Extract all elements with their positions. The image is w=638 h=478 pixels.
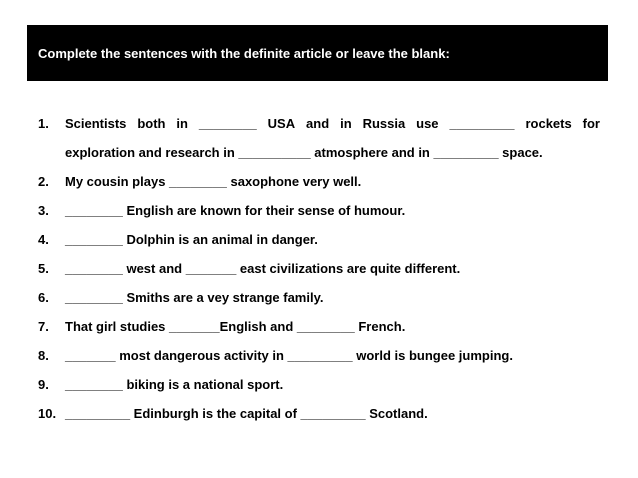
word: for xyxy=(582,116,600,131)
blank: ________ xyxy=(198,116,257,131)
sentence-text: ________ biking is a national sport. xyxy=(65,377,284,392)
sentence-8 xyxy=(38,341,600,370)
sentence-number: 9. xyxy=(38,377,49,392)
sentence-text: That girl studies _______English and ________ French. xyxy=(65,319,406,334)
sentence-number: 4. xyxy=(38,232,49,247)
sentence-number: 5. xyxy=(38,261,49,276)
sentence-1 xyxy=(38,109,600,167)
exercise-instructions: Complete the sentences with the definite article or leave the blank: xyxy=(38,45,450,61)
word: in xyxy=(340,116,352,131)
sentence-6 xyxy=(38,283,600,312)
sentence-text: ________ Smiths are a vey strange family. xyxy=(65,290,324,305)
sentence-number: 3. xyxy=(38,203,49,218)
header-bar xyxy=(27,25,608,81)
word: and xyxy=(306,116,330,131)
sentence-text: ________ west and _______ east civilizations are quite different. xyxy=(65,261,461,276)
sentence-number: 10. xyxy=(38,406,57,421)
sentence-text: _________ Edinburgh is the capital of _________ Scotland. xyxy=(65,406,428,421)
sentence-5 xyxy=(38,254,600,283)
sentence-text: ________ Dolphin is an animal in danger. xyxy=(65,232,318,247)
word: rockets xyxy=(525,116,572,131)
sentence-number: 1. xyxy=(38,116,49,131)
exercise-list xyxy=(38,109,600,428)
sentence-2 xyxy=(38,167,600,196)
blank: _________ xyxy=(449,116,515,131)
sentence-text: My cousin plays ________ saxophone very well. xyxy=(65,174,362,189)
sentence-3 xyxy=(38,196,600,225)
word: both xyxy=(137,116,166,131)
sentence-number: 7. xyxy=(38,319,49,334)
sentence-text: ________ English are known for their sense of humour. xyxy=(65,203,406,218)
sentence-number: 2. xyxy=(38,174,49,189)
sentence-text: _______ most dangerous activity in _________ world is bungee jumping. xyxy=(65,348,513,363)
sentence-number: 8. xyxy=(38,348,49,363)
word: in xyxy=(176,116,188,131)
sentence-line-1 xyxy=(65,109,600,138)
word: Russia xyxy=(362,116,406,131)
sentence-9 xyxy=(38,370,600,399)
word: Scientists xyxy=(65,116,127,131)
sentence-line-2: exploration and research in __________ atmosphere and in _________ space. xyxy=(65,145,543,160)
word: use xyxy=(416,116,439,131)
sentence-10 xyxy=(38,399,600,428)
sentence-7 xyxy=(38,312,600,341)
sentence-number: 6. xyxy=(38,290,49,305)
word: USA xyxy=(267,116,296,131)
sentence-4 xyxy=(38,225,600,254)
